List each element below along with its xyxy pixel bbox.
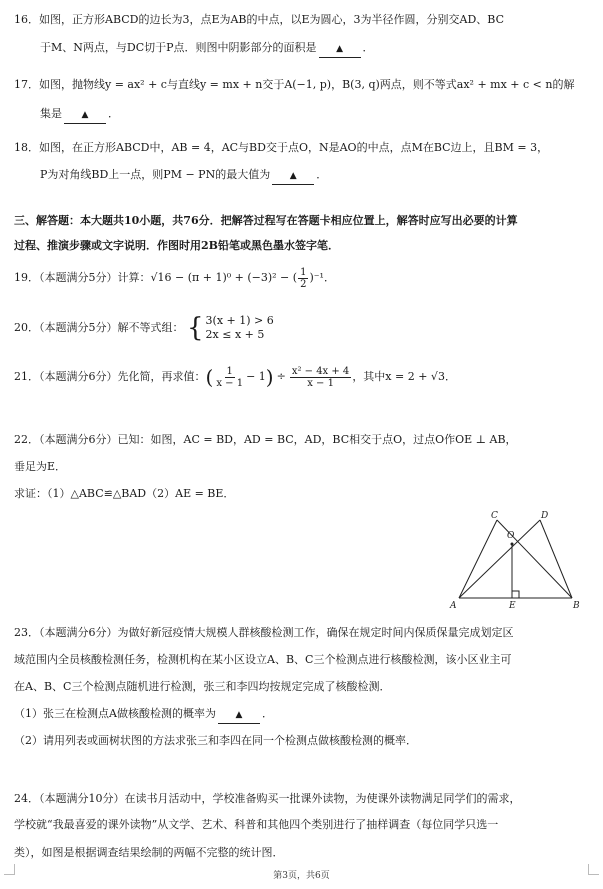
label-a: A [450,601,457,611]
q20-prefix: 20．（本题满分5分）解不等式组： [14,321,184,334]
q17-line1: 17．如图，抛物线y = ax² + c与直线y = mx + n交于A(−1, p)，B(3, q)两点，则不等式ax² + mx + c < n的解 [14,78,575,91]
q21-prefix: 21．（本题满分6分）先化简，再求值： [14,370,206,383]
label-c: C [491,511,498,521]
q19-fraction [298,267,308,290]
right-angle-mark [512,591,519,598]
q23-part1 [14,706,593,724]
section3-instructions: 过程、推演步骤或文字说明．作图时用2B铅笔或黑色墨水签字笔． [14,239,339,252]
segment-bd [540,520,572,598]
q16-answer-blank: ▲ [319,41,361,58]
q21-f2-num: x² − 4x + 4 [291,365,350,377]
point-o [511,543,514,546]
section3-heading: 三、解答题：本大题共10小题，共76分．把解答过程写在答题卡相应位置上，解答时应写出必要的计算 [14,214,518,227]
q23-answer-blank: ▲ [218,707,260,724]
q16-text: 于M、N两点，与DC切于P点．则图中阴影部分的面积是 [40,41,317,54]
label-e: E [509,601,516,611]
q24-line2: 学校就“我最喜爱的课外读物”从文学、艺术、科普和其他四个类别进行了抽样调查（每位同学只选一 [14,818,499,831]
q16-end: ． [362,41,374,54]
q22-geometry-figure [445,510,585,612]
q19 [14,266,593,290]
q23-part1-text: （1）张三在检测点A做核酸检测的概率为 [14,707,216,720]
q21-div: ÷ [276,370,286,383]
q19-frac-num: 1 [300,266,307,278]
q20-inequality-system [187,314,274,342]
q18-line1: 18．如图，在正方形ABCD中，AB = 4，AC与BD交于点O，N是AO的中点，点M在BC边上，且BM = 3， [14,141,549,154]
q23-line3: 在A、B、C三个检测点随机进行检测，张三和李四均按规定完成了核酸检测． [14,680,391,693]
q17-end: ． [108,107,119,120]
q23-part1-end: ． [261,707,273,720]
q24-line1: 24．（本题满分10分）在读书月活动中，学校准备购买一批课外读物，为使课外读物满足同学们的需求， [14,792,521,805]
q21-tail: ，其中x = 2 + √3． [352,370,456,383]
q18-text: P为对角线BD上一点，则PM − PN的最大值为 [40,168,271,181]
segment-ad [459,520,540,598]
q20-row2: 2x ≤ x + 5 [205,328,265,341]
q21-fraction1 [214,366,245,389]
q22-line2: 垂足为E． [14,460,67,473]
q19-frac-den: 2 [300,278,307,290]
q24-line3: 类），如图是根据调查结果绘制的两幅不完整的统计图． [14,846,284,859]
q23-line2: 域范围内全员核酸检测任务，检测机构在某小区设立A、B、C三个检测点进行核酸检测，该小区业主可 [14,653,512,666]
q19-tail: )⁻¹． [309,271,335,284]
q16-line1: 16．如图，正方形ABCD的边长为3，点E为AB的中点，以E为圆心，3为半径作圆，分别交AD、BC [14,13,505,26]
q21-f2-den: x − 1 [307,377,334,389]
right-paren: ) [265,365,274,389]
brace-icon: { [187,313,204,343]
q17-line2 [40,106,593,124]
q21-fraction2 [290,366,352,389]
q21-mid: − 1 [246,370,266,383]
q22-line1: 22．（本题满分6分）已知：如图，AC = BD，AD = BC，AD，BC相交于点O，过点O作OE ⊥ AB， [14,433,517,446]
q17-answer-blank: ▲ [64,107,106,124]
q17-text: 集是 [40,107,62,120]
q18-line2 [40,167,593,185]
q18-answer-blank: ▲ [272,168,314,185]
q18-end: ． [316,168,328,181]
q22-line3: 求证：（1）△ABC≌△BAD（2）AE = BE． [14,487,235,500]
q21 [14,362,593,392]
q20 [14,312,593,344]
q23-line1: 23．（本题满分6分）为做好新冠疫情大规模人群核酸检测工作，确保在规定时间内保质保量完成划定区 [14,626,514,639]
q20-row1: 3(x + 1) > 6 [205,314,274,327]
q21-f1-num: 1 [226,365,233,377]
label-o: O [507,531,515,541]
label-b: B [573,601,580,611]
segment-ac [459,520,497,598]
q19-expr: √16 − (π + 1)⁰ + (−3)² − ( [150,271,298,284]
page-footer: 第3页，共6页 [273,871,330,881]
label-d: D [541,511,549,521]
left-paren: ( [205,365,214,389]
q21-f1-den: x − 1 [216,377,244,389]
q23-part2: （2）请用列表或画树状图的方法求张三和李四在同一个检测点做核酸检测的概率． [14,734,417,747]
q16-line2 [40,40,593,58]
q19-prefix: 19．（本题满分5分）计算： [14,271,151,284]
